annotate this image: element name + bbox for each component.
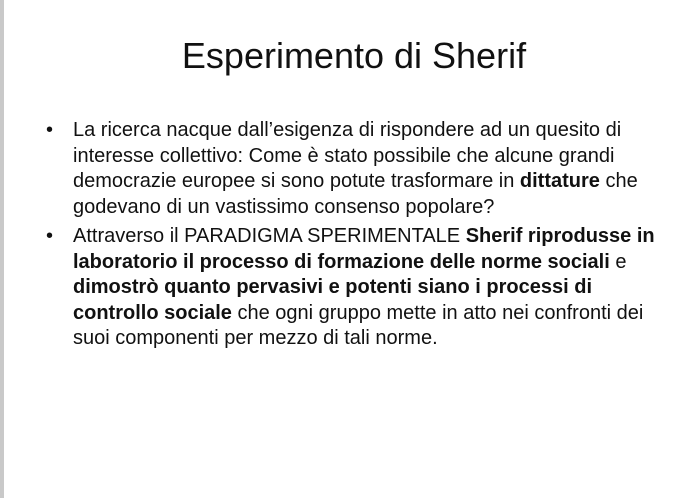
bullet-item	[46, 224, 656, 352]
bullet-text	[73, 119, 638, 218]
bullet-marker: •	[46, 225, 54, 247]
bullet-marker: •	[46, 119, 54, 141]
text-segment-bold: Sherif riprodusse in laboratorio il processo di formazione delle norme sociali	[73, 225, 655, 273]
text-segment: che ogni gruppo mette in atto nei confronti dei suoi componenti per mezzo di tali norme.	[73, 301, 644, 349]
text-segment-bold: dimostrò quanto pervasivi e potenti siano i processi di controllo sociale	[73, 276, 592, 324]
bullet-item	[46, 118, 656, 220]
text-segment: Attraverso il PARADIGMA SPERIMENTALE	[73, 225, 466, 247]
text-segment-bold: dittature	[519, 170, 600, 192]
bullet-text	[73, 225, 655, 349]
text-segment: La ricerca nacque dall’esigenza di rispondere ad un quesito di interesse collettivo: Come è stato possibile che alcune grandi democrazie europee si sono potute trasformare in	[73, 119, 622, 192]
text-segment: che godevano di un vastissimo consenso popolare?	[73, 170, 638, 218]
text-segment: e	[609, 250, 627, 273]
bullet-list	[46, 118, 656, 356]
slide-title: Esperimento di Sherif	[181, 35, 527, 76]
slide	[4, 0, 690, 498]
